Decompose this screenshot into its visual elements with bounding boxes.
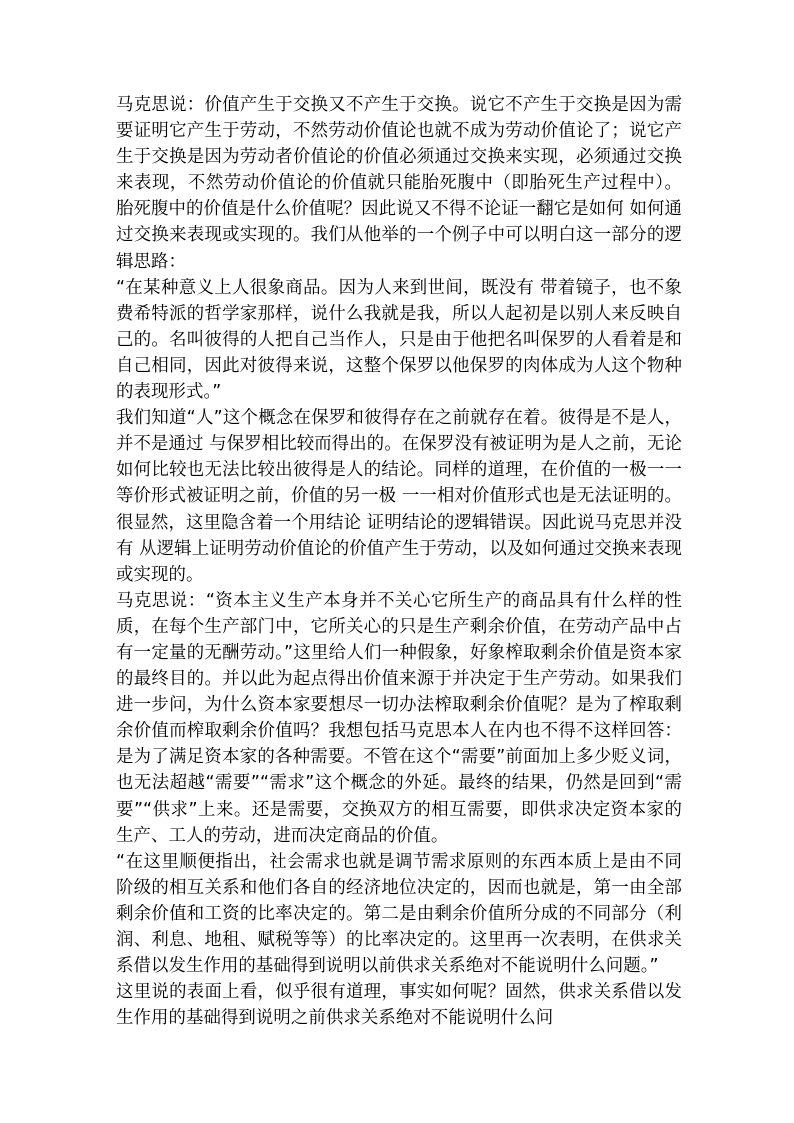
paragraph-1: 马克思说：价值产生于交换又不产生于交换。说它不产生于交换是因为需要证明它产生于劳动，不然劳动价值论也就不成为劳动价值论了；说它产生于交换是因为劳动者价值论的价值必须通过交换来实现，必须通过交换来表现，不然劳动价值论的价值就只能胎死腹中（即胎死生产过程中）。胎死腹中的价值是什么价值呢？因此说又不得不论证一翻它是如何 如何通过交换来表现或实现的。我们从他举的一个例子中可以明白这一部分的逻辑思路： xyxy=(116,95,682,272)
paragraph-3: 我们知道“人”这个概念在保罗和彼得存在之前就存在着。彼得是不是人，并不是通过 与保罗相比较而得出的。在保罗没有被证明为是人之前，无论如何比较也无法比较出彼得是人的结论。同样的道理，在价值的一极一一等价形式被证明之前，价值的另一极 一一相对价值形式也是无法证明的。很显然，这里隐含着一个用结论 证明结论的逻辑错误。因此说马克思并没有 从逻辑上证明劳动价值论的价值产生于劳动，以及如何通过交换来表现或实现的。 xyxy=(116,408,682,585)
paragraph-5: “在这里顺便指出，社会需求也就是调节需求原则的东西本质上是由不同阶级的相互关系和他们各自的经济地位决定的，因而也就是，第一由全部剩余价值和工资的比率决定的。第二是由剩余价值所分成的不同部分（利润、利息、地租、赋税等等）的比率决定的。这里再一次表明，在供求关系借以发生作用的基础得到说明以前供求关系绝对不能说明什么问题。” xyxy=(116,851,682,977)
paragraph-6: 这里说的表面上看，似乎很有道理，事实如何呢？固然，供求关系借以发生作用的基础得到说明之前供求关系绝对不能说明什么问 xyxy=(116,982,682,1029)
paragraph-2: “在某种意义上人很象商品。因为人来到世间，既没有 带着镜子，也不象费希特派的哲学家那样，说什么我就是我，所以人起初是以别人来反映自己的。名叫彼得的人把自己当作人，只是由于他把名叫保罗的人看着是和自己相同，因此对彼得来说，这整个保罗以他保罗的肉体成为人这个物种的表现形式。” xyxy=(116,277,682,403)
paragraph-4: 马克思说：“资本主义生产本身并不关心它所生产的商品具有什么样的性质，在每个生产部门中，它所关心的只是生产剩余价值，在劳动产品中占有一定量的无酬劳动。”这里给人们一种假象，好象榨取剩余价值是资本家的最终目的。并以此为起点得出价值来源于并决定于生产劳动。如果我们进一步问，为什么资本家要想尽一切办法榨取剩余价值呢？是为了榨取剩余价值而榨取剩余价值吗？我想包括马克思本人在内也不得不这样回答：是为了满足资本家的各种需要。不管在这个“需要”前面加上多少贬义词，也无法超越“需要”“需求”这个概念的外延。最终的结果，仍然是回到“需要”“供求”上来。还是需要，交换双方的相互需要，即供求决定资本家的生产、工人的劳动，进而决定商品的价值。 xyxy=(116,590,682,846)
document-body xyxy=(116,92,682,1031)
